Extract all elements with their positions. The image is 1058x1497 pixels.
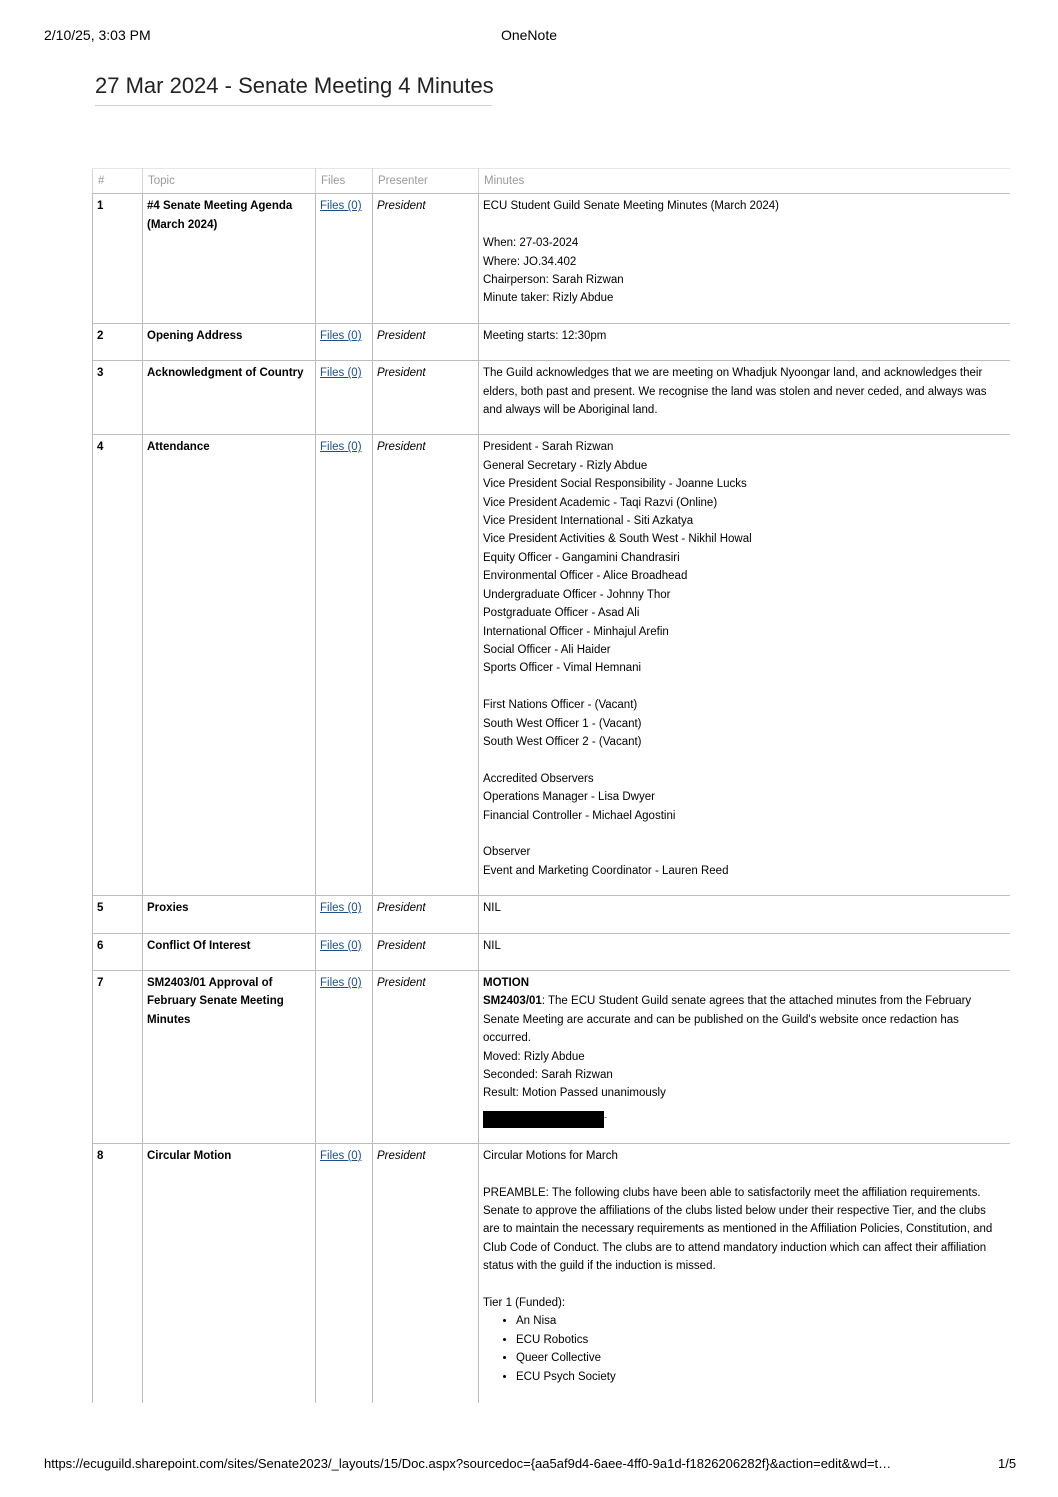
row-topic: Attendance: [143, 435, 316, 896]
column-header-presenter: Presenter: [373, 169, 479, 194]
redaction-block: [483, 1111, 604, 1128]
print-header-app: OneNote: [500, 27, 558, 43]
motion-seconded: Seconded: Sarah Rizwan: [483, 1069, 613, 1081]
table-row: [93, 933, 1010, 970]
files-cell: [316, 194, 373, 323]
attendee: Sports Officer - Vimal Hemnani: [483, 662, 642, 675]
files-link[interactable]: Files (0): [320, 1149, 362, 1162]
files-link[interactable]: Files (0): [320, 976, 362, 989]
meeting-when: When: 27-03-2024: [483, 237, 579, 250]
attendee: Vice President Social Responsibility - Joanne Lucks: [483, 478, 747, 491]
meeting-chairperson: Chairperson: Sarah Rizwan: [483, 274, 624, 287]
table-row: [93, 1143, 1010, 1403]
files-cell: [316, 361, 373, 435]
preamble-text: PREAMBLE: The following clubs have been able to satisfactorily meet the affiliation requirements. Senate to approve the affiliations of the clubs listed below under their respective Tier, and the clubs are to maintain the necessary requirements as mentioned in the Affiliation Policies, Constitution, and Club Code of Conduct. The clubs are to attend mandatory induction which can affect their affiliation status with the guild if the induction is missed.: [483, 1186, 993, 1273]
files-cell: [316, 323, 373, 360]
row-minutes: [479, 896, 1010, 933]
observer-heading: Observer: [483, 846, 531, 859]
row-topic: Conflict Of Interest: [143, 933, 316, 970]
acknowledgment-text: The Guild acknowledges that we are meeting on Whadjuk Nyoongar land, and acknowledges their elders, both past and present. We recognise the land was stolen and never ceded, and always was and always will be Aboriginal land.: [483, 367, 987, 417]
motion-statement: [483, 992, 1006, 1047]
column-header-minutes: Minutes: [479, 169, 1010, 194]
attendee: Vice President Academic - Taqi Razvi (Online): [483, 496, 718, 509]
row-number: 3: [93, 361, 143, 435]
row-number: 4: [93, 435, 143, 896]
vacant-position: South West Officer 2 - (Vacant): [483, 735, 642, 748]
accredited-observer: Financial Controller - Michael Agostini: [483, 809, 676, 822]
files-link[interactable]: Files (0): [320, 902, 362, 915]
attendee: Vice President Activities & South West - Nikhil Howal: [483, 533, 752, 546]
column-header-number: #: [93, 169, 143, 194]
list-item: • An Nisa: [516, 1312, 1006, 1330]
row-minutes: [479, 323, 1010, 360]
files-cell: [316, 1143, 373, 1403]
vacant-position: South West Officer 1 - (Vacant): [483, 717, 642, 730]
row-presenter: President: [373, 933, 479, 970]
list-item: • ECU Psych Society: [516, 1368, 1006, 1386]
attendee: Postgraduate Officer - Asad Ali: [483, 607, 640, 620]
row-minutes: [479, 933, 1010, 970]
row-number: 5: [93, 896, 143, 933]
attendee: Environmental Officer - Alice Broadhead: [483, 570, 688, 583]
motion-id: SM2403/01: [483, 995, 542, 1008]
table-header-row: [93, 169, 1010, 194]
motion-moved: Moved: Rizly Abdue: [483, 1050, 585, 1063]
page-title: 27 Mar 2024 - Senate Meeting 4 Minutes: [95, 73, 492, 106]
row-number: 8: [93, 1143, 143, 1403]
print-footer-url: https://ecuguild.sharepoint.com/sites/Senate2023/_layouts/15/Doc.aspx?sourcedoc={aa5af9d4-6aee-4ff0-9a1d-f1826206282f}&action=edit&wd=t…: [44, 1456, 892, 1471]
row-presenter: President: [373, 361, 479, 435]
list-item: • Queer Collective: [516, 1349, 1006, 1367]
motion-result: Result: Motion Passed unanimously: [483, 1087, 666, 1100]
row-minutes: [479, 435, 1010, 896]
row-topic: SM2403/01 Approval of February Senate Meeting Minutes: [143, 970, 316, 1143]
attendee: Social Officer - Ali Haider: [483, 643, 611, 656]
vacant-position: First Nations Officer - (Vacant): [483, 699, 638, 712]
files-cell: [316, 896, 373, 933]
files-cell: [316, 970, 373, 1143]
list-item: • ECU Robotics: [516, 1331, 1006, 1349]
accredited-observers-heading: Accredited Observers: [483, 772, 594, 785]
table-row: [93, 970, 1010, 1143]
row-topic: Circular Motion: [143, 1143, 316, 1403]
minutes-text: Meeting starts: 12:30pm: [483, 329, 607, 342]
accredited-observer: Operations Manager - Lisa Dwyer: [483, 791, 655, 804]
attendee: General Secretary - Rizly Abdue: [483, 459, 648, 472]
attendee: President - Sarah Rizwan: [483, 441, 614, 454]
tier1-club-list: [483, 1312, 1006, 1386]
table-row: [93, 896, 1010, 933]
row-presenter: President: [373, 970, 479, 1143]
table-row: [93, 361, 1010, 435]
attendee: Vice President International - Siti Azkatya: [483, 515, 694, 528]
row-presenter: President: [373, 194, 479, 323]
attendee: International Officer - Minhajul Arefin: [483, 625, 669, 638]
meeting-minute-taker: Minute taker: Rizly Abdue: [483, 292, 614, 305]
row-number: 1: [93, 194, 143, 323]
table-row: [93, 194, 1010, 323]
meeting-where: Where: JO.34.402: [483, 255, 577, 268]
row-minutes: [479, 361, 1010, 435]
row-presenter: President: [373, 435, 479, 896]
row-presenter: President: [373, 896, 479, 933]
table-row: [93, 435, 1010, 896]
files-link[interactable]: Files (0): [320, 367, 362, 380]
row-minutes: [479, 970, 1010, 1143]
observer: Event and Marketing Coordinator - Lauren Reed: [483, 864, 729, 877]
row-minutes: [479, 194, 1010, 323]
row-number: 2: [93, 323, 143, 360]
minutes-table: [92, 168, 1010, 1403]
attendee: Undergraduate Officer - Johnny Thor: [483, 588, 671, 601]
row-minutes: [479, 1143, 1010, 1403]
row-number: 7: [93, 970, 143, 1143]
row-presenter: President: [373, 323, 479, 360]
minutes-heading: ECU Student Guild Senate Meeting Minutes (March 2024): [483, 200, 779, 213]
row-topic: Opening Address: [143, 323, 316, 360]
row-topic: Acknowledgment of Country: [143, 361, 316, 435]
row-number: 6: [93, 933, 143, 970]
files-cell: [316, 435, 373, 896]
column-header-topic: Topic: [143, 169, 316, 194]
files-link[interactable]: Files (0): [320, 329, 362, 342]
redaction-mark: -: [604, 1112, 608, 1124]
minutes-text: NIL: [483, 939, 501, 952]
motion-label: MOTION: [483, 976, 529, 989]
motion-text: : The ECU Student Guild senate agrees that the attached minutes from the February Senate Meeting are accurate and can be published on the Guild's website once redaction has occurred.: [483, 995, 972, 1045]
print-footer-page: 1/5: [998, 1456, 1017, 1471]
files-cell: [316, 933, 373, 970]
row-presenter: President: [373, 1143, 479, 1403]
row-topic: Proxies: [143, 896, 316, 933]
attendee: Equity Officer - Gangamini Chandrasiri: [483, 551, 680, 564]
print-header-datetime: 2/10/25, 3:03 PM: [44, 27, 151, 43]
files-link[interactable]: Files (0): [320, 200, 362, 213]
tier1-label: Tier 1 (Funded):: [483, 1297, 566, 1310]
circular-motion-heading: Circular Motions for March: [483, 1149, 618, 1162]
column-header-files: Files: [316, 169, 373, 194]
files-link[interactable]: Files (0): [320, 939, 362, 952]
table-row: [93, 323, 1010, 360]
minutes-text: NIL: [483, 902, 501, 915]
files-link[interactable]: Files (0): [320, 441, 362, 454]
row-topic: #4 Senate Meeting Agenda (March 2024): [143, 194, 316, 323]
